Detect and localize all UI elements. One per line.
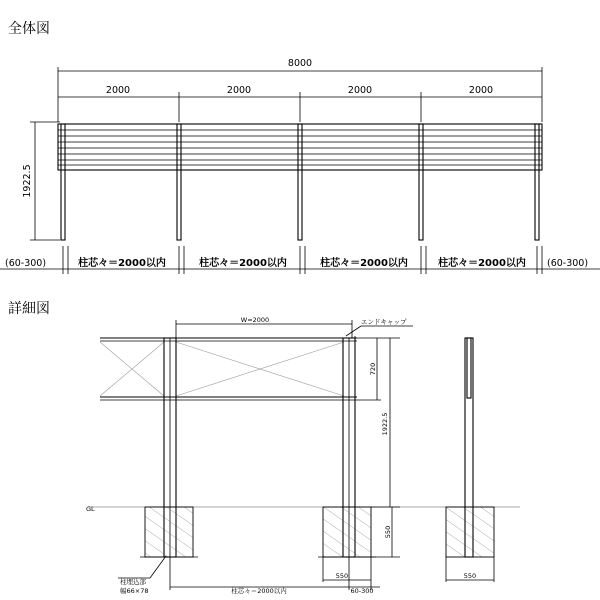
side-footing-width-label: 550 [463, 572, 477, 580]
bottom-dimensions [170, 557, 380, 595]
overview-title: 全体図 [8, 21, 50, 37]
total-height-dimension [381, 338, 400, 507]
fence-posts [61, 124, 539, 240]
ground-level-label: GL [86, 505, 95, 513]
span-width-label-1: 2000 [105, 85, 131, 96]
footing-depth-label: 550 [384, 525, 392, 539]
span-width-label-3: 2000 [347, 85, 373, 96]
footing-depth-dimension [371, 507, 400, 557]
end-gap-right-label: (60-300) [547, 258, 589, 269]
total-width-label: 8000 [287, 58, 313, 69]
fence-panels [58, 124, 542, 170]
footing-width-label: 550 [335, 572, 349, 580]
height-label: 1922.5 [22, 164, 33, 198]
detail-title: 詳細図 [8, 301, 50, 317]
span-dimensions [58, 85, 542, 122]
panel-width-label: W=2000 [240, 316, 270, 324]
spacing-label-2: 柱芯々＝2000以内 [199, 258, 287, 269]
detail-section [8, 301, 520, 595]
end-cap-label: エンドキャップ [361, 318, 407, 326]
post-pitch-label: 柱芯々＝2000以内 [231, 587, 287, 595]
height-dimension [22, 122, 60, 240]
detail-footings [140, 507, 376, 557]
side-view [446, 338, 494, 582]
post-embed-label: 柱埋込部 [120, 578, 146, 586]
span-width-label-4: 2000 [468, 85, 494, 96]
total-height-label: 1922.5 [381, 412, 389, 436]
spacing-label-1: 柱芯々＝2000以内 [78, 258, 166, 269]
panel-height-label: 720 [369, 362, 377, 376]
panel-width-dimension [176, 316, 352, 338]
detail-panel [100, 336, 357, 402]
post-embed-callout [118, 556, 166, 595]
span-width-label-2: 2000 [226, 85, 252, 96]
spacing-label-3: 柱芯々＝2000以内 [320, 258, 408, 269]
end-cap-callout [346, 318, 413, 336]
post-embed-size-label: 幅66×78 [120, 587, 149, 595]
edge-gap-label: 60-300 [350, 587, 374, 595]
panel-height-dimension [357, 338, 381, 400]
spacing-label-4: 柱芯々＝2000以内 [438, 258, 526, 269]
end-gap-left-label: (60-300) [5, 258, 47, 269]
overview-section [0, 20, 600, 274]
spacing-dimension [0, 246, 600, 274]
